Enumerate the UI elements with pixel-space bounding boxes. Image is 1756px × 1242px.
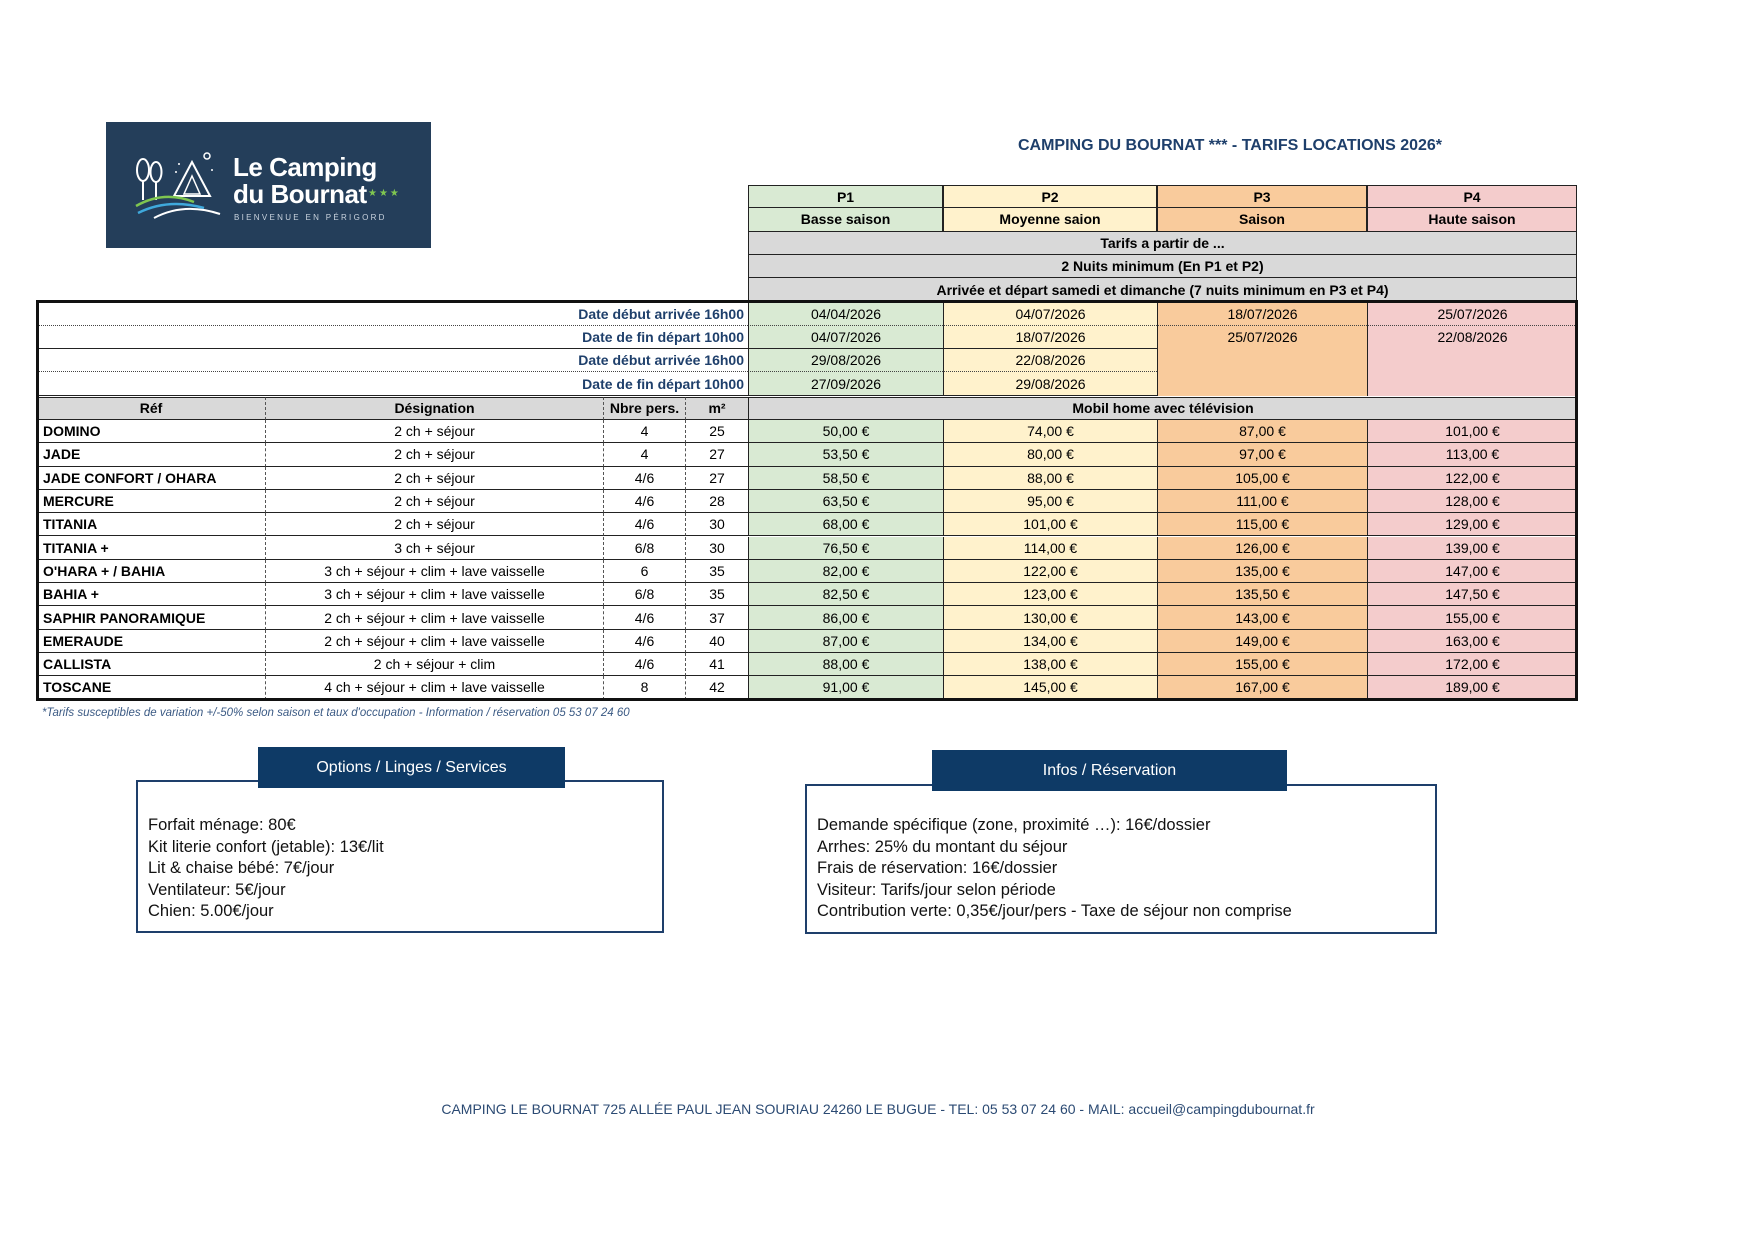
date-cell [1157, 372, 1367, 395]
row-ref: MERCURE [37, 490, 266, 513]
row-persons: 4/6 [604, 606, 686, 629]
date-cell: 29/08/2026 [943, 372, 1157, 395]
price-cell-p1: 86,00 € [748, 606, 943, 629]
price-cell-p4: 129,00 € [1367, 513, 1577, 536]
row-persons: 6 [604, 560, 686, 583]
row-ref: DOMINO [37, 420, 266, 443]
options-item: Kit literie confort (jetable): 13€/lit [148, 837, 384, 856]
infos-item: Demande spécifique (zone, proximité …): 16€/dossier [817, 816, 1211, 834]
price-cell-p2: 145,00 € [943, 676, 1157, 699]
period-code-3: P3 [1157, 185, 1367, 208]
row-persons: 4/6 [604, 490, 686, 513]
row-area: 30 [686, 537, 748, 560]
row-ref: JADE CONFORT / OHARA [37, 467, 266, 490]
infos-item: Arrhes: 25% du montant du séjour [817, 837, 1068, 856]
row-ref: TITANIA [37, 513, 266, 536]
row-area: 35 [686, 583, 748, 606]
price-cell-p3: 167,00 € [1157, 676, 1367, 699]
row-area: 42 [686, 676, 748, 699]
price-cell-p4: 147,00 € [1367, 560, 1577, 583]
row-ref: O'HARA + / BAHIA [37, 560, 266, 583]
price-cell-p3: 115,00 € [1157, 513, 1367, 536]
price-cell-p2: 74,00 € [943, 420, 1157, 443]
price-cell-p4: 172,00 € [1367, 653, 1577, 676]
price-cell-p2: 130,00 € [943, 606, 1157, 629]
date-row-label: Date de fin départ 10h00 [37, 326, 748, 349]
row-ref: CALLISTA [37, 653, 266, 676]
price-cell-p4: 101,00 € [1367, 420, 1577, 443]
row-ref: TITANIA + [37, 537, 266, 560]
date-cell [1367, 372, 1577, 395]
date-cell: 27/09/2026 [748, 372, 943, 395]
infos-item: Frais de réservation: 16€/dossier [817, 859, 1058, 877]
col-header-prices: Mobil home avec télévision [748, 397, 1577, 420]
row-persons: 4/6 [604, 513, 686, 536]
price-cell-p1: 82,00 € [748, 560, 943, 583]
date-cell [1367, 349, 1577, 372]
row-area: 41 [686, 653, 748, 676]
price-cell-p3: 105,00 € [1157, 467, 1367, 490]
date-row-label: Date de fin départ 10h00 [37, 372, 748, 395]
price-cell-p2: 80,00 € [943, 443, 1157, 466]
date-cell: 22/08/2026 [943, 349, 1157, 372]
price-cell-p1: 53,50 € [748, 443, 943, 466]
infos-box [805, 784, 1437, 934]
price-cell-p4: 139,00 € [1367, 537, 1577, 560]
stars-icon: ★★★ [368, 188, 401, 199]
row-ref: BAHIA + [37, 583, 266, 606]
date-cell: 04/04/2026 [748, 303, 943, 326]
price-cell-p1: 91,00 € [748, 676, 943, 699]
price-cell-p1: 87,00 € [748, 630, 943, 653]
date-cell: 22/08/2026 [1367, 326, 1577, 349]
infos-item: Contribution verte: 0,35€/jour/pers - Taxe de séjour non comprise [817, 902, 1292, 920]
row-persons: 8 [604, 676, 686, 699]
row-area: 28 [686, 490, 748, 513]
row-designation: 3 ch + séjour [266, 537, 604, 560]
row-area: 25 [686, 420, 748, 443]
row-persons: 4 [604, 443, 686, 466]
row-area: 30 [686, 513, 748, 536]
row-designation: 2 ch + séjour [266, 490, 604, 513]
infos-list [817, 815, 1292, 923]
banner-tarifs: Tarifs a partir de ... [748, 232, 1577, 255]
price-cell-p3: 155,00 € [1157, 653, 1367, 676]
infos-item: Visiteur: Tarifs/jour selon période [817, 880, 1056, 899]
price-cell-p2: 138,00 € [943, 653, 1157, 676]
row-designation: 2 ch + séjour [266, 443, 604, 466]
price-cell-p2: 101,00 € [943, 513, 1157, 536]
row-area: 27 [686, 443, 748, 466]
row-designation: 2 ch + séjour + clim + lave vaisselle [266, 630, 604, 653]
infos-header: Infos / Réservation [932, 750, 1287, 791]
date-row-label: Date début arrivée 16h00 [37, 303, 748, 326]
page-title: CAMPING DU BOURNAT *** - TARIFS LOCATIONS 2026* [1017, 137, 1443, 154]
price-cell-p2: 114,00 € [943, 537, 1157, 560]
price-cell-p2: 88,00 € [943, 467, 1157, 490]
row-designation: 2 ch + séjour [266, 420, 604, 443]
period-code-1: P1 [748, 185, 943, 208]
options-item: Chien: 5.00€/jour [148, 902, 274, 920]
price-cell-p3: 149,00 € [1157, 630, 1367, 653]
price-cell-p1: 63,50 € [748, 490, 943, 513]
date-cell: 29/08/2026 [748, 349, 943, 372]
period-name-4: Haute saison [1367, 208, 1577, 231]
col-header-designation: Désignation [266, 397, 604, 420]
price-cell-p4: 155,00 € [1367, 606, 1577, 629]
footnote: *Tarifs susceptibles de variation +/-50% selon saison et taux d'occupation - Information / réservation 05 53 07 24 60 [42, 707, 630, 719]
row-designation: 2 ch + séjour [266, 467, 604, 490]
row-ref: JADE [37, 443, 266, 466]
options-list [148, 815, 384, 923]
col-header-ref: Réf [37, 397, 266, 420]
logo-line-2: du Bournat [233, 179, 367, 209]
price-cell-p1: 88,00 € [748, 653, 943, 676]
row-persons: 6/8 [604, 583, 686, 606]
date-cell [1157, 349, 1367, 372]
row-persons: 4/6 [604, 653, 686, 676]
price-cell-p1: 82,50 € [748, 583, 943, 606]
row-designation: 4 ch + séjour + clim + lave vaisselle [266, 676, 604, 699]
row-designation: 2 ch + séjour + clim + lave vaisselle [266, 606, 604, 629]
options-item: Forfait ménage: 80€ [148, 816, 296, 834]
logo-line-1: Le Camping [233, 152, 377, 182]
price-cell-p3: 87,00 € [1157, 420, 1367, 443]
camping-logo [106, 122, 431, 248]
price-cell-p3: 135,00 € [1157, 560, 1367, 583]
date-cell: 18/07/2026 [943, 326, 1157, 349]
row-designation: 3 ch + séjour + clim + lave vaisselle [266, 583, 604, 606]
price-cell-p4: 113,00 € [1367, 443, 1577, 466]
period-code-4: P4 [1367, 185, 1577, 208]
row-ref: EMERAUDE [37, 630, 266, 653]
price-cell-p1: 58,50 € [748, 467, 943, 490]
date-cell: 25/07/2026 [1367, 303, 1577, 326]
price-cell-p3: 135,50 € [1157, 583, 1367, 606]
row-designation: 3 ch + séjour + clim + lave vaisselle [266, 560, 604, 583]
price-cell-p4: 128,00 € [1367, 490, 1577, 513]
row-ref: SAPHIR PANORAMIQUE [37, 606, 266, 629]
row-persons: 4/6 [604, 467, 686, 490]
price-cell-p4: 189,00 € [1367, 676, 1577, 699]
date-cell: 04/07/2026 [748, 326, 943, 349]
date-cell: 25/07/2026 [1157, 326, 1367, 349]
period-name-2: Moyenne saion [943, 208, 1157, 231]
date-cell: 18/07/2026 [1157, 303, 1367, 326]
row-ref: TOSCANE [37, 676, 266, 699]
period-name-3: Saison [1157, 208, 1367, 231]
price-cell-p4: 147,50 € [1367, 583, 1577, 606]
col-header-persons: Nbre pers. [604, 397, 686, 420]
period-name-1: Basse saison [748, 208, 943, 231]
period-code-2: P2 [943, 185, 1157, 208]
row-area: 40 [686, 630, 748, 653]
price-cell-p2: 95,00 € [943, 490, 1157, 513]
price-cell-p3: 126,00 € [1157, 537, 1367, 560]
row-designation: 2 ch + séjour [266, 513, 604, 536]
logo-tagline: BIENVENUE EN PÉRIGORD [234, 213, 387, 222]
col-header-area: m² [686, 397, 748, 420]
price-cell-p4: 122,00 € [1367, 467, 1577, 490]
options-header: Options / Linges / Services [258, 747, 565, 788]
row-persons: 4 [604, 420, 686, 443]
tent-trees-icon [134, 150, 226, 220]
row-area: 37 [686, 606, 748, 629]
options-item: Ventilateur: 5€/jour [148, 880, 286, 899]
price-cell-p1: 76,50 € [748, 537, 943, 560]
row-persons: 6/8 [604, 537, 686, 560]
row-designation: 2 ch + séjour + clim [266, 653, 604, 676]
row-persons: 4/6 [604, 630, 686, 653]
footer-contact: CAMPING LE BOURNAT 725 ALLÉE PAUL JEAN SOURIAU 24260 LE BUGUE - TEL: 05 53 07 24 60 - MAIL: accueil@campingdubournat.fr [441, 1101, 1315, 1117]
banner-arrivee: Arrivée et départ samedi et dimanche (7 nuits minimum en P3 et P4) [748, 278, 1577, 301]
price-cell-p1: 68,00 € [748, 513, 943, 536]
row-area: 27 [686, 467, 748, 490]
banner-nuits: 2 Nuits minimum (En P1 et P2) [748, 255, 1577, 278]
price-cell-p1: 50,00 € [748, 420, 943, 443]
date-row-label: Date début arrivée 16h00 [37, 349, 748, 372]
price-cell-p3: 97,00 € [1157, 443, 1367, 466]
options-box [136, 780, 664, 933]
price-cell-p4: 163,00 € [1367, 630, 1577, 653]
price-cell-p2: 123,00 € [943, 583, 1157, 606]
price-cell-p3: 111,00 € [1157, 490, 1367, 513]
price-cell-p2: 122,00 € [943, 560, 1157, 583]
row-area: 35 [686, 560, 748, 583]
price-cell-p2: 134,00 € [943, 630, 1157, 653]
price-cell-p3: 143,00 € [1157, 606, 1367, 629]
options-item: Lit & chaise bébé: 7€/jour [148, 859, 335, 877]
date-cell: 04/07/2026 [943, 303, 1157, 326]
